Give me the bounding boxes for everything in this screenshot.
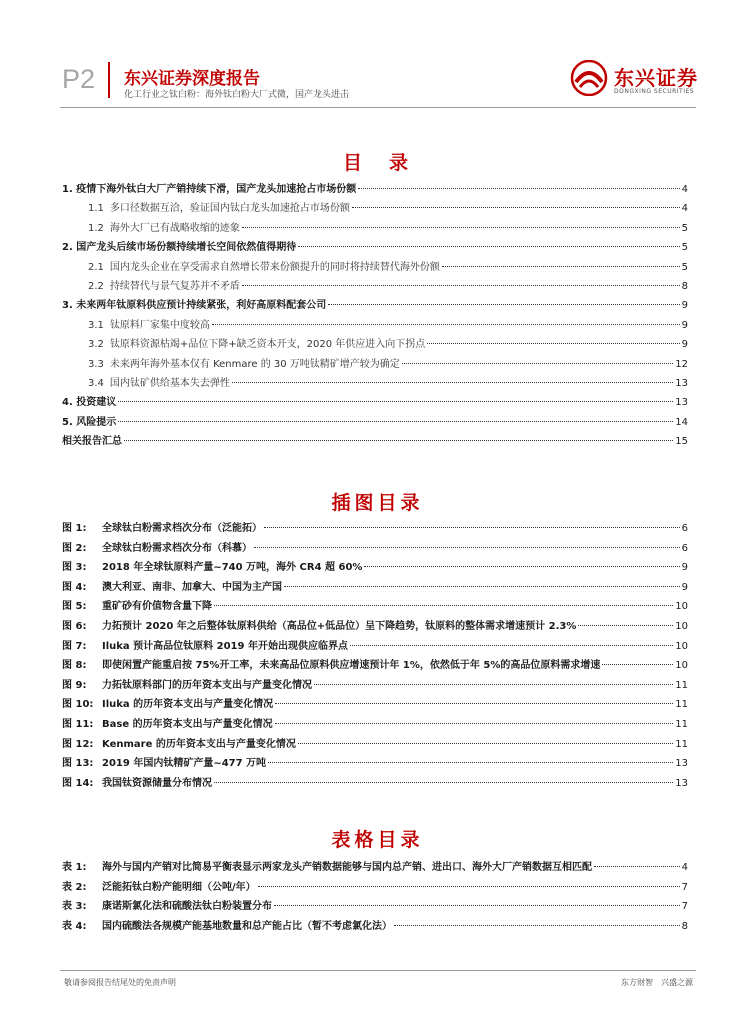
entry-text: 未来两年钛原料供应预计持续紧张，利好高原料配套公司: [76, 300, 327, 312]
entry-text: 力拓钛原料部门的历年资本支出与产量变化情况: [102, 679, 312, 691]
entry-text: Kenmare 的历年资本支出与产量变化情况: [102, 738, 296, 750]
entry-label: [88, 277, 240, 292]
dot-leader: [254, 547, 680, 548]
entry-text: 国内钛矿供给基本失去弹性: [109, 378, 230, 389]
entry-page-number: 9: [681, 339, 688, 351]
entry-text: 海外与国内产销对比简易平衡表显示两家龙头产销数据能够与国内总产销、进出口、海外大厂产销数据互相匹配: [102, 862, 592, 873]
dot-leader: [350, 645, 673, 646]
entry-text: 国内硫酸法各规模产能基地数量和总产能占比（暂不考虑氯化法）: [102, 920, 392, 932]
entry-number: 图 10:: [62, 699, 94, 711]
entry-label: [62, 578, 282, 593]
entry-number: 1.: [62, 184, 73, 195]
entry-number: 1.1: [88, 203, 104, 215]
entry-text: 钛原料资源枯竭+品位下降+缺乏资本开支，2020 年供应进入向下拐点: [109, 339, 426, 351]
entry-number: 图 3:: [62, 562, 87, 574]
toc-entry[interactable]: [88, 219, 688, 237]
dot-leader: [578, 625, 673, 626]
entry-text: 力拓预计 2020 年之后整体钛原料供给（高品位+低品位）呈下降趋势，钛原料的整体需求增速预计 2.3%: [102, 621, 577, 632]
dot-leader: [118, 401, 673, 402]
dot-leader: [364, 566, 679, 567]
entry-page-number: 11: [675, 738, 688, 750]
entry-text: 国内龙头企业在享受需求自然增长带来份额提升的同时将持续替代海外份额: [109, 261, 440, 273]
entry-page-number: 4: [681, 862, 688, 873]
entry-label: [62, 774, 212, 789]
entry-number: 图 12:: [62, 738, 94, 750]
figures-title: 插图目录: [331, 492, 424, 514]
logo-english-text: DONGXING SECURITIES: [614, 88, 695, 95]
entry-label: [62, 878, 256, 893]
entry-number: 图 14:: [62, 777, 94, 789]
entry-label: [88, 374, 230, 389]
entry-label: [62, 432, 122, 447]
entry-page-number: 5: [681, 261, 688, 273]
figure-entry[interactable]: [62, 676, 688, 694]
dot-leader: [274, 905, 680, 906]
entry-page-number: 13: [675, 758, 688, 770]
entry-page-number: 9: [681, 300, 688, 312]
entry-label: [88, 199, 350, 214]
entry-label: [88, 258, 440, 273]
entry-text: 澳大利亚、南非、加拿大、中国为主产国: [102, 581, 282, 593]
entry-text: 未来两年海外基本仅有 Kenmare 的 30 万吨钛精矿增产较为确定: [109, 358, 400, 370]
figure-entry[interactable]: [62, 656, 688, 674]
figure-entry[interactable]: [62, 715, 688, 733]
entry-label: [88, 355, 400, 370]
report-title: 东兴证券深度报告: [124, 69, 260, 89]
dot-leader: [394, 925, 680, 926]
dot-leader: [264, 527, 680, 528]
footer-disclaimer: 敬请参阅报告结尾处的免责声明: [64, 978, 176, 987]
figure-entry[interactable]: [62, 617, 688, 635]
entry-number: 图 8:: [62, 660, 87, 672]
entry-label: [62, 695, 273, 710]
entry-number: 3.: [62, 300, 73, 312]
entry-number: 表 2:: [62, 881, 87, 893]
entry-page-number: 8: [681, 281, 688, 292]
entry-number: 图 7:: [62, 640, 87, 652]
toc-entry[interactable]: [88, 277, 688, 295]
entry-text: 重矿砂有价值物含量下降: [102, 601, 212, 613]
toc-entry[interactable]: [88, 199, 688, 217]
entry-text: 泛能拓钛白粉产能明细（公吨/年）: [102, 881, 256, 893]
toc-entry[interactable]: [88, 316, 688, 334]
figure-entry[interactable]: [62, 637, 688, 655]
toc-entry[interactable]: [62, 393, 688, 411]
entry-page-number: 7: [681, 901, 688, 913]
entry-label: [62, 715, 273, 730]
toc-entry[interactable]: [88, 335, 688, 353]
entry-text: 我国钛资源储量分布情况: [102, 777, 212, 789]
entry-page-number: 4: [681, 203, 688, 215]
report-subtitle: 化工行业之钛白粉：海外钛白粉大厂式微，国产龙头进击: [124, 90, 350, 100]
dot-leader: [358, 188, 679, 189]
entry-page-number: 10: [675, 640, 688, 652]
dot-leader: [298, 743, 673, 744]
entry-label: [62, 413, 116, 428]
entry-page-number: 11: [675, 679, 688, 691]
dot-leader: [118, 421, 673, 422]
footer-slogan: 东方财智 兴盛之源: [621, 978, 693, 987]
dot-leader: [124, 440, 673, 441]
figure-entry[interactable]: [62, 695, 688, 713]
footer-rule: [60, 970, 696, 971]
dot-leader: [442, 266, 680, 267]
dot-leader: [328, 304, 679, 305]
entry-label: [62, 656, 600, 671]
entry-text: Iluka 的历年资本支出与产量变化情况: [102, 699, 274, 711]
entry-page-number: 9: [681, 581, 688, 593]
entry-label: [62, 917, 392, 932]
entry-label: [88, 335, 425, 350]
figure-entry[interactable]: [62, 735, 688, 753]
toc-entry[interactable]: [62, 432, 688, 450]
toc-entry[interactable]: [62, 413, 688, 431]
entry-page-number: 5: [681, 222, 688, 234]
table-entry[interactable]: [62, 858, 688, 876]
entry-label: [88, 316, 210, 331]
entry-label: [62, 637, 348, 652]
entry-number: 图 9:: [62, 679, 87, 691]
entry-page-number: 11: [675, 719, 688, 730]
entry-page-number: 4: [681, 184, 688, 195]
dot-leader: [298, 246, 679, 247]
entry-text: 持续替代与景气复苏并不矛盾: [109, 281, 240, 292]
entry-text: 钛原料厂家集中度较高: [109, 319, 210, 331]
entry-label: [62, 597, 212, 612]
entry-text: 2018 年全球钛原料产量~740 万吨，海外 CR4 超 60%: [102, 562, 363, 574]
entry-label: [62, 858, 592, 873]
tables-title: 表格目录: [331, 829, 424, 851]
entry-text: 投资建议: [76, 397, 117, 409]
entry-text: 康诺斯氯化法和硫酸法钛白粉装置分布: [102, 901, 272, 913]
entry-text: 疫情下海外钛白大厂产销持续下滑，国产龙头加速抢占市场份额: [76, 184, 357, 195]
entry-page-number: 6: [681, 542, 688, 554]
dot-leader: [602, 664, 673, 665]
entry-text: 风险提示: [76, 416, 117, 428]
entry-number: 3.4: [88, 378, 104, 389]
entry-number: 表 3:: [62, 901, 87, 913]
dot-leader: [212, 324, 680, 325]
figure-entry[interactable]: [62, 754, 688, 772]
entry-number: 2.: [62, 242, 73, 254]
entry-number: 5.: [62, 416, 73, 428]
toc-entry[interactable]: [88, 374, 688, 392]
entry-page-number: 13: [675, 777, 688, 789]
entry-text: Base 的历年资本支出与产量变化情况: [102, 719, 273, 730]
header-rule: [60, 107, 696, 108]
page-number: P2: [62, 64, 96, 94]
entry-text: 海外大厂已有战略收缩的迹象: [109, 222, 240, 234]
entry-number: 3.1: [88, 319, 104, 331]
entry-label: [62, 558, 362, 573]
toc-entry[interactable]: [62, 180, 688, 198]
figure-entry[interactable]: [62, 558, 688, 576]
entry-page-number: 10: [675, 660, 688, 672]
figure-entry[interactable]: [62, 519, 688, 537]
entry-label: [62, 393, 116, 408]
dot-leader: [594, 866, 680, 867]
entry-page-number: 9: [681, 562, 688, 574]
entry-text: 相关报告汇总: [62, 436, 122, 448]
entry-number: 表 4:: [62, 920, 87, 932]
entry-page-number: 8: [681, 920, 688, 932]
entry-number: 图 13:: [62, 758, 94, 770]
entry-page-number: 9: [681, 319, 688, 331]
entry-number: 2.2: [88, 281, 104, 292]
entry-label: [62, 754, 266, 769]
entry-number: 4.: [62, 397, 73, 409]
entry-page-number: 11: [675, 699, 688, 711]
entry-text: 多口径数据互洽，验证国内钛白龙头加速抢占市场份额: [109, 203, 350, 215]
dot-leader: [232, 382, 673, 383]
entry-text: 国产龙头后续市场份额持续增长空间依然值得期待: [76, 242, 297, 254]
entry-text: 即使闲置产能重启按 75%开工率，未来高品位原料供应增速预计年 1%，依然低于年 5%的高品位原料需求增速: [102, 660, 601, 672]
entry-label: [88, 219, 240, 234]
entry-label: [62, 180, 356, 195]
entry-page-number: 10: [675, 601, 688, 613]
entry-page-number: 7: [681, 881, 688, 893]
entry-page-number: 15: [675, 436, 688, 448]
table-entry[interactable]: [62, 897, 688, 915]
entry-label: [62, 519, 262, 534]
entry-page-number: 6: [681, 523, 688, 534]
table-entry[interactable]: [62, 878, 688, 896]
figure-entry[interactable]: [62, 578, 688, 596]
toc-entry[interactable]: [62, 238, 688, 256]
entry-number: 3.2: [88, 339, 104, 351]
toc-title: 目 录: [342, 152, 412, 174]
entry-text: 全球钛白粉需求档次分布（科慕）: [102, 542, 252, 554]
figure-entry[interactable]: [62, 597, 688, 615]
dot-leader: [284, 586, 680, 587]
entry-text: 全球钛白粉需求档次分布（泛能拓）: [102, 523, 262, 534]
dot-leader: [214, 782, 673, 783]
entry-label: [62, 238, 296, 253]
entry-page-number: 14: [675, 416, 688, 428]
entry-number: 图 4:: [62, 581, 87, 593]
dot-leader: [314, 684, 673, 685]
entry-number: 表 1:: [62, 862, 87, 873]
entry-text: Iluka 预计高品位钛原料 2019 年开始出现供应临界点: [102, 640, 348, 652]
entry-number: 1.2: [88, 222, 104, 234]
entry-label: [62, 617, 576, 632]
entry-page-number: 5: [681, 242, 688, 254]
header-divider: [108, 62, 110, 98]
entry-page-number: 12: [675, 358, 688, 370]
dot-leader: [352, 207, 680, 208]
dot-leader: [402, 363, 673, 364]
entry-number: 3.3: [88, 358, 104, 370]
toc-entry[interactable]: [62, 296, 688, 314]
toc-entry[interactable]: [88, 355, 688, 373]
entry-number: 图 1:: [62, 523, 87, 534]
entry-text: 2019 年国内钛精矿产量~477 万吨: [102, 758, 267, 770]
figure-entry[interactable]: [62, 539, 688, 557]
dot-leader: [214, 605, 673, 606]
logo-mark-icon: [570, 60, 608, 96]
entry-label: [62, 296, 326, 311]
entry-number: 图 5:: [62, 601, 87, 613]
dot-leader: [242, 227, 680, 228]
table-entry[interactable]: [62, 917, 688, 935]
logo-text: 东兴证券: [614, 66, 698, 90]
dot-leader: [258, 886, 680, 887]
entry-number: 图 2:: [62, 542, 87, 554]
figure-entry[interactable]: [62, 774, 688, 792]
entry-number: 图 6:: [62, 621, 87, 632]
dot-leader: [427, 343, 679, 344]
dot-leader: [268, 762, 673, 763]
entry-page-number: 10: [675, 621, 688, 632]
dot-leader: [275, 723, 674, 724]
entry-label: [62, 539, 252, 554]
dot-leader: [242, 285, 680, 286]
entry-number: 2.1: [88, 261, 104, 273]
entry-number: 图 11:: [62, 719, 94, 730]
entry-page-number: 13: [675, 378, 688, 389]
entry-label: [62, 735, 296, 750]
company-logo: [570, 58, 700, 98]
dot-leader: [275, 703, 673, 704]
entry-label: [62, 897, 272, 912]
page-header: [0, 0, 755, 110]
entry-page-number: 13: [675, 397, 688, 409]
toc-entry[interactable]: [88, 258, 688, 276]
entry-label: [62, 676, 312, 691]
